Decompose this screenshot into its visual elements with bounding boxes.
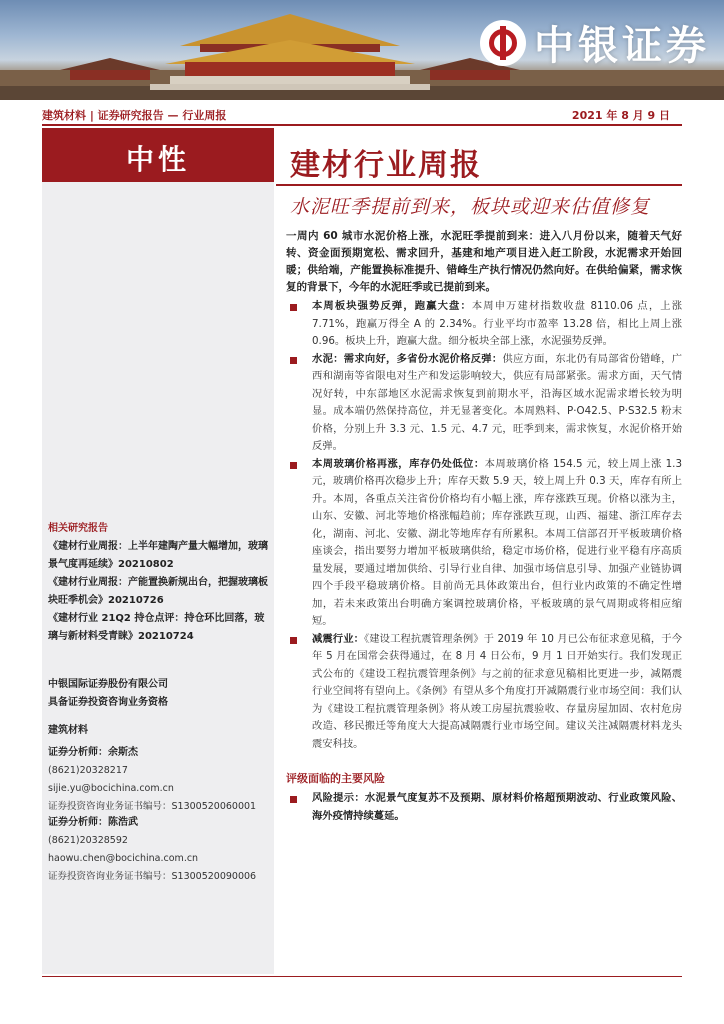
page-subtitle: 水泥旺季提前到来，板块或迎来估值修复 bbox=[290, 196, 651, 218]
bullet-lead: 本周板块强势反弹，跑赢大盘： bbox=[312, 300, 472, 312]
bullet-square-icon bbox=[290, 357, 297, 364]
rating-box bbox=[42, 128, 274, 182]
related-item: 《建材行业周报：上半年建陶产量大幅增加，玻璃景气度再延续》20210802 bbox=[48, 541, 268, 570]
summary-paragraph: 一周内 60 城市水泥价格上涨，水泥旺季提前到来：进入八月份以来，随着天气好转、资金面预期宽松、需求回升，基建和地产项目进入赶工阶段，水泥需求开始回暖；供给端，产能置换标准提升、错峰生产执行情况仍然向好。在供给偏紧，需求恢复的背景下，今年的水泥旺季或已提前到来。 bbox=[286, 230, 682, 293]
related-reports bbox=[48, 520, 274, 646]
bullet-text: 《建设工程抗震管理条例》于 2019 年 10 月已公布征求意见稿，于今年 5 月在国常会获得通过，在 8 月 4 日公布，9 月 1 日开始实行。我们发现正式公布的《建设工程抗震管理条例》与之前的征求意见稿相比更进一步，减隔震行业空间将有望向上。《条例》有望从多个角度打开减隔震行业市场空间：我们认为《建设工程抗震管理条例》将从竣工房屋抗震验收、存量房屋加固、农村危房改造、移民搬迁等角度大大提高减隔震行业市场空间。建议关注减隔震材料龙头震安科技。 bbox=[312, 632, 683, 750]
brand-name: 中银证券 bbox=[534, 22, 710, 69]
bullet-list bbox=[286, 298, 682, 753]
sector-label bbox=[48, 722, 274, 740]
company-name: 中银国际证券股份有限公司 bbox=[48, 679, 168, 690]
analyst-email[interactable]: haowu.chen@bocichina.com.cn bbox=[48, 853, 199, 864]
analyst-phone: (8621)20328217 bbox=[48, 765, 128, 776]
analyst-block bbox=[48, 814, 274, 886]
risk-heading: 评级面临的主要风险 bbox=[286, 772, 385, 785]
analyst-email[interactable]: sijie.yu@bocichina.com.cn bbox=[48, 783, 174, 794]
bullet-text: 本周申万建材指数收盘 8110.06 点，上涨 7.71%，跑赢万得全 A 的 2.34%。行业平均市盈率 13.28 倍，相比上周上涨 0.96。板块上升，跑赢大盘。细分板块全部上涨，水泥强势反弹。 bbox=[312, 300, 682, 347]
bullet-lead: 减震行业： bbox=[312, 632, 365, 645]
footer-divider bbox=[42, 976, 682, 977]
bullet-square-icon bbox=[290, 462, 297, 469]
bullet-lead: 水泥：需求向好，多省份水泥价格反弹： bbox=[312, 352, 503, 365]
header-divider bbox=[42, 124, 682, 126]
bullet-item bbox=[286, 351, 682, 456]
report-date: 2021 年 8 月 9 日 bbox=[571, 109, 670, 122]
title-divider bbox=[276, 184, 682, 186]
company-info bbox=[48, 676, 274, 712]
related-item: 《建材行业周报：产能置换新规出台，把握玻璃板块旺季机会》20210726 bbox=[48, 577, 268, 606]
bullet-square-icon bbox=[290, 304, 297, 311]
risk-block bbox=[286, 790, 682, 825]
company-license: 具备证券投资咨询业务资格 bbox=[48, 697, 168, 708]
hero-image bbox=[0, 0, 724, 100]
boc-logo-icon bbox=[480, 20, 526, 66]
bullet-lead: 本周玻璃价格再涨，库存仍处低位： bbox=[312, 457, 485, 470]
page-title: 建材行业周报 bbox=[290, 148, 482, 183]
bullet-text: 供应方面，东北仍有局部省份错峰，广西和湖南等省限电对生产和发运影响较大，供应有局部紧张。需求方面，天气情况好转，中东部地区水泥需求恢复到前期水平，沿海区域水泥需求增长较为明显。成本端仍然保持高位，并无显著变化。本周熟料、P·O42.5、P·S32.5 粉末价格，分别上升 3.3 元、1.5 元、4.7 元，旺季到来，需求恢复，水泥价格开始反弹。 bbox=[312, 352, 683, 452]
analyst-name: 证券分析师：余斯杰 bbox=[48, 747, 138, 758]
bullet-text: 本周玻璃价格 154.5 元，较上周上涨 1.3 元，玻璃价格再次稳步上升；库存天数 5.9 天，较上周上升 0.3 天，库存有所上升。本周，各重点关注省份价格均有小幅上涨，库存涨跌互现。价格以涨为主，山东、安徽、河北等地价格涨幅趋前；库存涨跌互现，山西、福建、浙江库存去化，湖南、河北、安徽、湖北等地库存有所累积。本周工信部召开平板玻璃价格座谈会，指出要努力增加平板玻璃供给，稳定市场价格，促进行业平稳有序高质量发展，要通过增加供给、引导行业自律、加强市场信息引导、加强产业链协调四个手段平稳玻璃价格。目前尚无具体政策出台，但行业内政策的不确定性增加，若未来政策出台明确方案调控玻璃价格，平板玻璃的景气周期或将相应缩短。 bbox=[312, 457, 682, 627]
analyst-name: 证券分析师：陈浩武 bbox=[48, 817, 138, 828]
analyst-cert: 证券投资咨询业务证书编号：S1300520090006 bbox=[48, 871, 257, 882]
related-item: 《建材行业 21Q2 持仓点评：持仓环比回落，玻璃与新材料受青睐》20210724 bbox=[48, 613, 265, 642]
report-category: 建筑材料 | 证券研究报告 — 行业周报 bbox=[42, 109, 227, 122]
report-header bbox=[42, 104, 682, 122]
bullet-square-icon bbox=[290, 637, 297, 644]
bullet-square-icon bbox=[290, 796, 297, 803]
analyst-cert: 证券投资咨询业务证书编号：S1300520060001 bbox=[48, 801, 257, 812]
bullet-item bbox=[286, 298, 682, 351]
brand-logo bbox=[480, 14, 710, 71]
rating-label: 中性 bbox=[125, 143, 190, 176]
related-heading: 相关研究报告 bbox=[48, 523, 108, 534]
sector-name: 建筑材料 bbox=[48, 725, 88, 736]
risk-text: 水泥景气度复苏不及预期、原材料价格超预期波动、行业政策风险、海外疫情持续蔓延。 bbox=[312, 792, 683, 822]
analyst-phone: (8621)20328592 bbox=[48, 835, 128, 846]
bullet-item bbox=[286, 631, 682, 754]
risk-item bbox=[286, 790, 682, 825]
bullet-item bbox=[286, 456, 682, 631]
analyst-block bbox=[48, 744, 274, 816]
risk-lead: 风险提示： bbox=[312, 792, 365, 804]
